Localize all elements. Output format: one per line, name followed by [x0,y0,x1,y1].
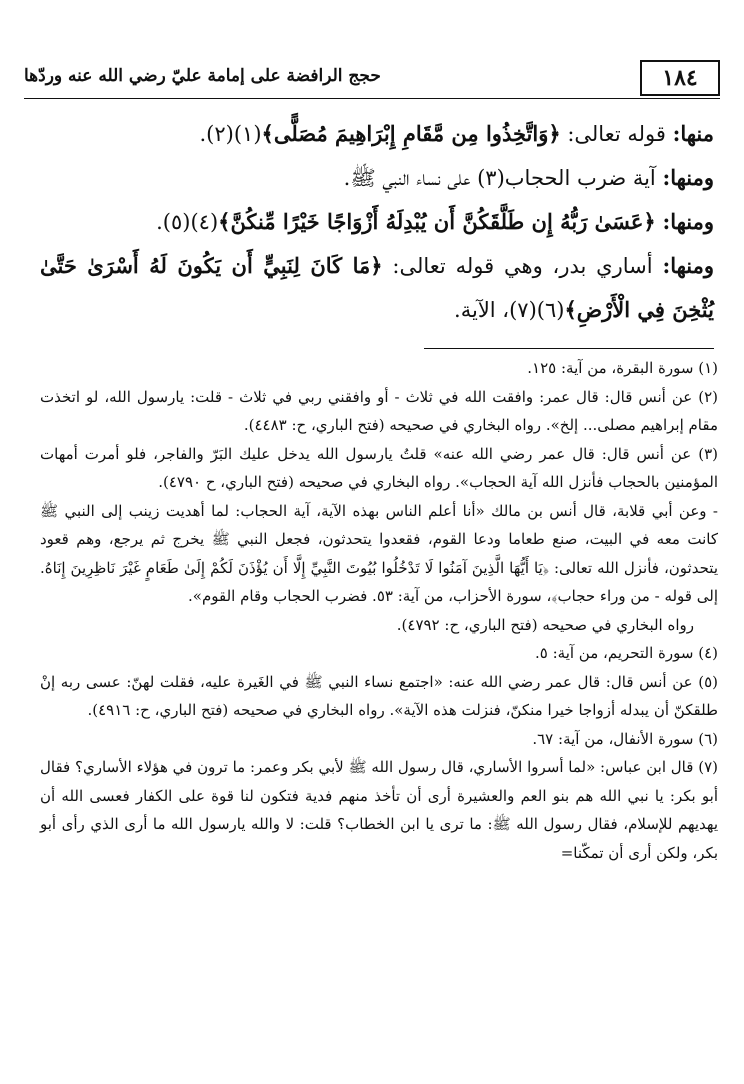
footnote [40,354,718,383]
footnote [40,639,718,668]
main-text [40,112,714,332]
paragraph-label: ومنها: [662,165,714,190]
quran-verse: ﴿عَسَىٰ رَبُّهُ إِن طَلَّقَكُنَّ أَن يُبْدِلَهُ أَزْوَاجًا خَيْرًا مِّنكُنَّ﴾ [218,209,656,234]
main-paragraph [40,244,714,332]
footnote [40,611,718,640]
footnotes [40,354,718,867]
footnote-number: (١) [698,359,718,377]
footnote [40,497,718,611]
footnote-text: سورة البقرة، من آية: ١٢٥. [527,359,694,377]
main-paragraph [40,200,714,244]
paragraph-label: ومنها: [662,209,714,234]
footnote [40,753,718,867]
footnote [40,725,718,754]
footnote-text: سورة الأنفال، من آية: ٦٧. [532,729,694,748]
footnote-text: رواه البخاري في صحيحه (فتح الباري، ح: ٤٧٩٢). [396,615,694,634]
page-header [24,60,720,96]
footnote-divider [424,348,714,349]
footnote-text: سورة التحريم، من آية: ٥. [534,644,694,662]
footnote [40,668,718,725]
footnote-refs: (١)(٢). [199,122,262,146]
main-paragraph [40,156,714,200]
footnote-number: (٧) [698,758,718,776]
footnote-number: (٢) [698,387,718,406]
header-divider [24,98,720,99]
footnote-text: قال ابن عباس: «لما أسروا الأساري، قال رسول الله ﷺ لأبي بكر وعمر: ما ترون في هؤلاء الأساري؟ فقال أبو بكر: يا نبي الله هم بنو العم والعشيرة أرى أن تأخذ منهم فدية فتكون لنا قوة على الكفار فعسى الله أن يهديهم للإسلام، فقال رسول الله ﷺ: ما ترى يا ابن الخطاب؟ قلت: لا والله يارسول الله ما أرى الذي رأى أبو بكر، ولكن أرى أن تمكّنا= [40,758,718,862]
footnote-number: (٤) [698,644,718,662]
running-title: حجج الرافضة على إمامة عليّ رضي الله عنه وردّها [24,66,381,86]
paragraph-text: قوله تعالى: [560,122,673,146]
footnote [40,440,718,497]
main-paragraph [40,112,714,156]
footnote-refs: (٤)(٥). [156,210,219,234]
footnote-text: عن أنس قال: قال عمر: وافقت الله في ثلاث - أو وافقني ربي في ثلاث - قلت: يارسول الله، لو اتخذت مقام إبراهيم مصلى... إلخ». رواه البخاري في صحيحه (فتح الباري، ح: ٤٤٨٣). [40,387,718,434]
paragraph-label: منها: [672,121,714,146]
footnote-text: عن أنس قال: قال عمر رضي الله عنه: «اجتمع نساء النبي ﷺ في الغَيرة عليه، فقلت لهنّ: عسى ربه إنْ طلقكنّ أن يبدله أزواجا خيرا منكنّ، فنزلت هذه الآية». رواه البخاري في صحيحه (فتح الباري، ح: ٤٩١٦). [40,672,718,719]
quran-verse: ﴿مَا كَانَ لِنَبِيٍّ أَن يَكُونَ لَهُ أَسْرَىٰ حَتَّىٰ يُثْخِنَ فِي الْأَرْضِ﴾ [40,253,714,322]
footnote-number: (٦) [698,729,718,748]
page-number: ١٨٤ [640,60,720,96]
quran-verse: ﴿وَاتَّخِذُوا مِن مَّقَامِ إِبْرَاهِيمَ مُصَلًّى﴾ [261,121,561,146]
paragraph-text: أساري بدر، وهي قوله تعالى: [382,254,663,278]
footnote-number: (٥) [698,672,718,691]
footnote-text: - وعن أبي قلابة، قال أنس بن مالك «أنا أعلم الناس بهذه الآية، آية الحجاب: لما أهديت زينب إلى النبي ﷺ كانت معه في البيت، صنع طعاما ودعا القوم، فقعدوا يتحدثون، فجعل النبي ﷺ يخرج ثم يرجع، وهم قعود يتحدثون، فأنزل الله تعالى: ﴿يَا أَيُّهَا الَّذِينَ آمَنُوا لَا تَدْخُلُوا بُيُوتَ النَّبِيِّ إِلَّا أَن يُؤْذَنَ لَكُمْ إِلَىٰ طَعَامٍ غَيْرَ نَاظِرِينَ إِنَاهُ. إلى قوله - من وراء حجاب﴾، سورة الأحزاب، من آية: ٥٣. فضرب الحجاب وقام القوم». [40,501,718,605]
paragraph-text: آية ضرب الحجاب(٣) على نساء النبي ﷺ. [343,166,663,190]
footnote-refs: (٦)(٧)، الآية. [454,298,565,322]
footnote [40,383,718,440]
footnote-number: (٣) [698,444,718,463]
paragraph-label: ومنها: [662,253,714,278]
footnote-text: عن أنس قال: قال عمر رضي الله عنه» قلتُ يارسول الله يدخل عليك البَرّ والفاجر، فلو أمرت أمهات المؤمنين بالحجاب فأنزل الله آية الحجاب». رواه البخاري في صحيحه (فتح الباري، ح ٤٧٩٠). [40,444,718,491]
